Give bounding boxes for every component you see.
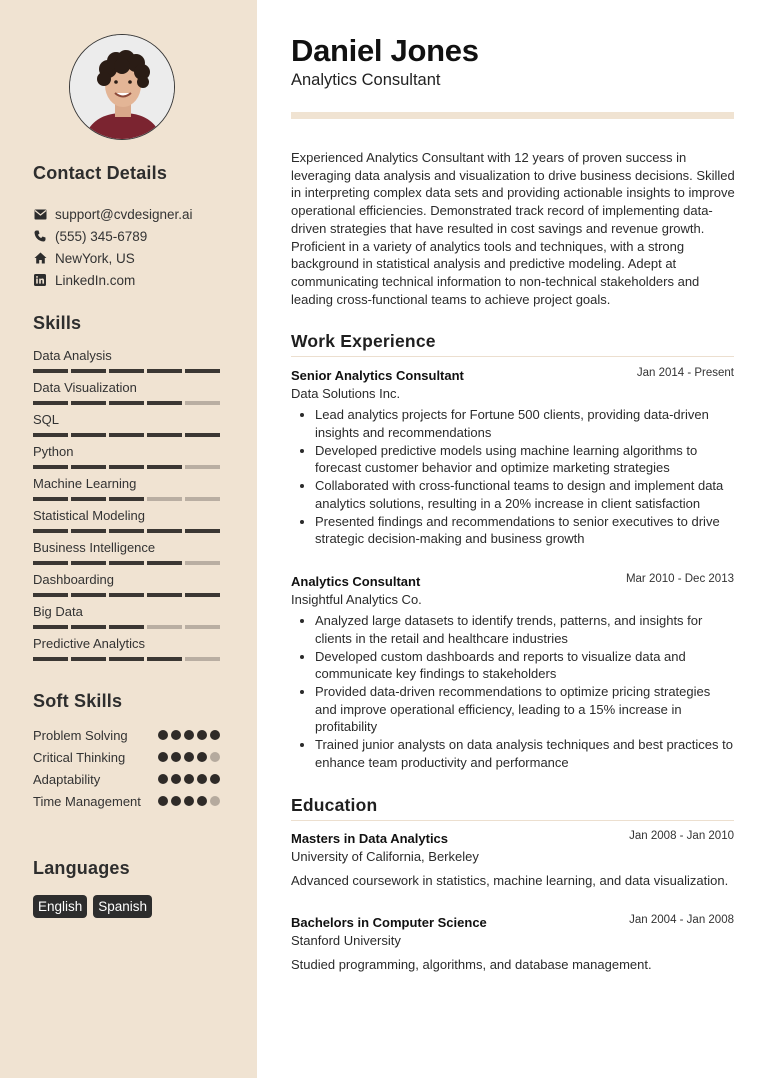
skill-level-segment [71, 593, 106, 597]
soft-skill-item [33, 727, 228, 745]
section-divider [291, 820, 734, 821]
skill-level-bar [33, 369, 220, 373]
work-experience-heading: Work Experience [291, 331, 436, 351]
skill-item [33, 507, 223, 539]
soft-skill-name: Time Management [33, 794, 141, 809]
soft-skill-rating [158, 796, 220, 806]
skill-level-segment [109, 401, 144, 405]
list-item: • Developed predictive models using machine learning algorithms to forecast customer behavior and optimize marketing strategies [315, 442, 734, 477]
rating-dot [197, 752, 207, 762]
rating-dot [197, 774, 207, 784]
rating-dot [210, 796, 220, 806]
job-role: Senior Analytics Consultant [291, 368, 464, 383]
skill-level-segment [71, 369, 106, 373]
rating-dot [184, 774, 194, 784]
education-entry [291, 914, 734, 974]
skill-level-segment [33, 433, 68, 437]
skill-name: Big Data [33, 604, 83, 619]
soft-skill-item [33, 749, 228, 767]
skill-level-segment [109, 593, 144, 597]
school-name: University of California, Berkeley [291, 849, 479, 864]
skill-level-segment [33, 465, 68, 469]
skill-level-segment [71, 433, 106, 437]
skill-level-segment [147, 657, 182, 661]
skill-name: SQL [33, 412, 60, 427]
skill-level-segment [33, 401, 68, 405]
skill-level-segment [147, 433, 182, 437]
skill-level-segment [71, 561, 106, 565]
education-date: Jan 2008 - Jan 2010 [629, 830, 734, 842]
contact-heading: Contact Details [33, 163, 168, 183]
skill-item [33, 603, 223, 635]
skill-level-segment [147, 497, 182, 501]
degree-name: Bachelors in Computer Science [291, 915, 487, 930]
skill-level-segment [109, 497, 144, 501]
contact-email[interactable] [33, 203, 243, 225]
skill-name: Machine Learning [33, 476, 137, 491]
skill-level-bar [33, 593, 220, 597]
rating-dot [158, 796, 168, 806]
skill-name: Python [33, 444, 74, 459]
list-item: • Developed custom dashboards and reports to visualize data and communicate key findings to stakeholders [315, 648, 734, 683]
skill-level-segment [147, 369, 182, 373]
skill-level-segment [185, 657, 220, 661]
skill-level-segment [147, 625, 182, 629]
skill-level-segment [147, 529, 182, 533]
job-date: Mar 2010 - Dec 2013 [625, 573, 734, 585]
skill-level-segment [185, 401, 220, 405]
skill-item [33, 411, 223, 443]
job-entry [291, 573, 734, 772]
skill-level-segment [33, 593, 68, 597]
languages-heading: Languages [33, 858, 130, 878]
list-item: • Trained junior analysts on data analysis techniques and best practices to enhance team productivity and performance [315, 736, 734, 771]
phone-icon [33, 229, 47, 243]
skill-level-segment [109, 529, 144, 533]
skill-name: Business Intelligence [33, 540, 156, 555]
list-item: • Collaborated with cross-functional teams to design and implement data analytics solutions, resulting in a 20% increase in client satisfaction [315, 477, 734, 512]
contact-phone[interactable] [33, 225, 243, 247]
skill-level-segment [147, 465, 182, 469]
skill-level-segment [33, 561, 68, 565]
profile-photo [70, 35, 175, 140]
skill-item [33, 539, 223, 571]
list-item: • Lead analytics projects for Fortune 500 clients, providing data-driven insights and recommendations [315, 406, 734, 441]
skill-level-bar [33, 625, 220, 629]
skill-item [33, 443, 223, 475]
contact-location-text: NewYork, US [55, 250, 135, 266]
job-date: Jan 2014 - Present [636, 367, 734, 379]
skill-level-segment [185, 593, 220, 597]
soft-skill-rating [158, 730, 220, 740]
skill-level-segment [147, 401, 182, 405]
skill-item [33, 379, 223, 411]
skill-level-segment [71, 657, 106, 661]
skill-name: Statistical Modeling [33, 508, 145, 523]
skill-level-segment [109, 625, 144, 629]
contact-phone-text: (555) 345-6789 [55, 228, 148, 244]
rating-dot [197, 796, 207, 806]
accent-divider [291, 112, 734, 119]
job-company: Data Solutions Inc. [291, 386, 401, 401]
skill-item [33, 635, 223, 667]
skill-level-segment [109, 561, 144, 565]
skill-level-bar [33, 529, 220, 533]
rating-dot [158, 752, 168, 762]
envelope-icon [33, 207, 47, 221]
rating-dot [171, 752, 181, 762]
list-item: • Provided data-driven recommendations to optimize pricing strategies and improve operational efficiency, leading to a 15% increase in profitability [315, 683, 734, 736]
skill-level-segment [71, 529, 106, 533]
main-content [257, 0, 768, 1078]
contact-location [33, 247, 243, 269]
skill-level-segment [147, 593, 182, 597]
skill-name: Dashboarding [33, 572, 114, 587]
rating-dot [210, 730, 220, 740]
soft-skill-rating [158, 774, 220, 784]
education-description: Advanced coursework in statistics, machine learning, and data visualization. [291, 873, 729, 888]
contact-email-text: support@cvdesigner.ai [55, 206, 193, 222]
skills-list [33, 347, 223, 667]
skill-item [33, 347, 223, 379]
skill-level-segment [185, 561, 220, 565]
skill-level-segment [185, 433, 220, 437]
candidate-title: Analytics Consultant [291, 71, 441, 89]
language-badge: Spanish [93, 895, 152, 918]
rating-dot [184, 752, 194, 762]
contact-linkedin[interactable] [33, 269, 243, 291]
skill-level-bar [33, 433, 220, 437]
rating-dot [158, 730, 168, 740]
skill-name: Data Analysis [33, 348, 112, 363]
education-description: Studied programming, algorithms, and database management. [291, 957, 652, 972]
skill-level-segment [185, 369, 220, 373]
skill-level-segment [185, 465, 220, 469]
skill-level-segment [185, 497, 220, 501]
skill-level-segment [147, 561, 182, 565]
job-entry [291, 367, 734, 548]
education-heading: Education [291, 795, 378, 815]
languages-list [33, 895, 152, 918]
rating-dot [171, 730, 181, 740]
soft-skill-item [33, 771, 228, 789]
skill-level-segment [33, 657, 68, 661]
soft-skill-name: Problem Solving [33, 728, 128, 743]
education-entry [291, 830, 734, 890]
soft-skill-rating [158, 752, 220, 762]
skill-level-bar [33, 401, 220, 405]
list-item: • Analyzed large datasets to identify trends, patterns, and insights for clients in the retail and healthcare industries [315, 612, 734, 647]
section-divider [291, 356, 734, 357]
skill-level-segment [71, 465, 106, 469]
skill-level-bar [33, 465, 220, 469]
skill-level-segment [71, 497, 106, 501]
skill-item [33, 475, 223, 507]
skill-level-segment [71, 625, 106, 629]
skill-level-segment [109, 465, 144, 469]
school-name: Stanford University [291, 933, 401, 948]
job-bullets [291, 406, 734, 548]
job-company: Insightful Analytics Co. [291, 592, 422, 607]
contact-linkedin-text: LinkedIn.com [55, 272, 136, 288]
soft-skills-heading: Soft Skills [33, 691, 123, 711]
avatar [69, 34, 175, 140]
soft-skill-name: Adaptability [33, 772, 101, 787]
job-role: Analytics Consultant [291, 574, 421, 589]
skill-level-segment [109, 657, 144, 661]
skill-level-segment [71, 401, 106, 405]
skill-name: Data Visualization [33, 380, 137, 395]
rating-dot [171, 774, 181, 784]
contact-list [33, 203, 243, 291]
list-item: • Presented findings and recommendations to senior executives to drive strategic decision-making and business growth [315, 513, 734, 548]
home-icon [33, 251, 47, 265]
rating-dot [184, 730, 194, 740]
skills-heading: Skills [33, 313, 82, 333]
skill-level-segment [185, 529, 220, 533]
skill-level-bar [33, 497, 220, 501]
education-date: Jan 2004 - Jan 2008 [629, 914, 734, 926]
skill-level-segment [33, 529, 68, 533]
rating-dot [197, 730, 207, 740]
skill-level-segment [33, 369, 68, 373]
language-badge: English [33, 895, 87, 918]
sidebar [0, 0, 257, 1078]
rating-dot [184, 796, 194, 806]
rating-dot [210, 752, 220, 762]
rating-dot [171, 796, 181, 806]
skill-level-bar [33, 657, 220, 661]
skill-name: Predictive Analytics [33, 636, 145, 651]
profile-summary: Experienced Analytics Consultant with 12 years of proven success in leveraging data analysis and visualization to drive business decisions. Skilled in interpreting complex data sets and providing actionable insights to improve operational efficiencies. Demonstrated track record of implementing data-driven strategies that have resulted in cost savings and revenue growth. Proficient in a variety of analytics tools and techniques, with a strong background in statistical analysis and predictive modeling. Adept at communicating technical information to non-technical stakeholders and leading cross-functional teams to achieve project goals. [291, 150, 735, 307]
candidate-name: Daniel Jones [291, 33, 479, 68]
skill-level-segment [109, 433, 144, 437]
job-bullets [291, 612, 734, 771]
linkedin-icon [33, 273, 47, 287]
skill-level-segment [33, 625, 68, 629]
skill-level-bar [33, 561, 220, 565]
rating-dot [158, 774, 168, 784]
soft-skill-name: Critical Thinking [33, 750, 126, 765]
skill-item [33, 571, 223, 603]
soft-skills-list [33, 727, 228, 815]
degree-name: Masters in Data Analytics [291, 831, 449, 846]
skill-level-segment [33, 497, 68, 501]
rating-dot [210, 774, 220, 784]
soft-skill-item [33, 793, 228, 811]
skill-level-segment [185, 625, 220, 629]
skill-level-segment [109, 369, 144, 373]
